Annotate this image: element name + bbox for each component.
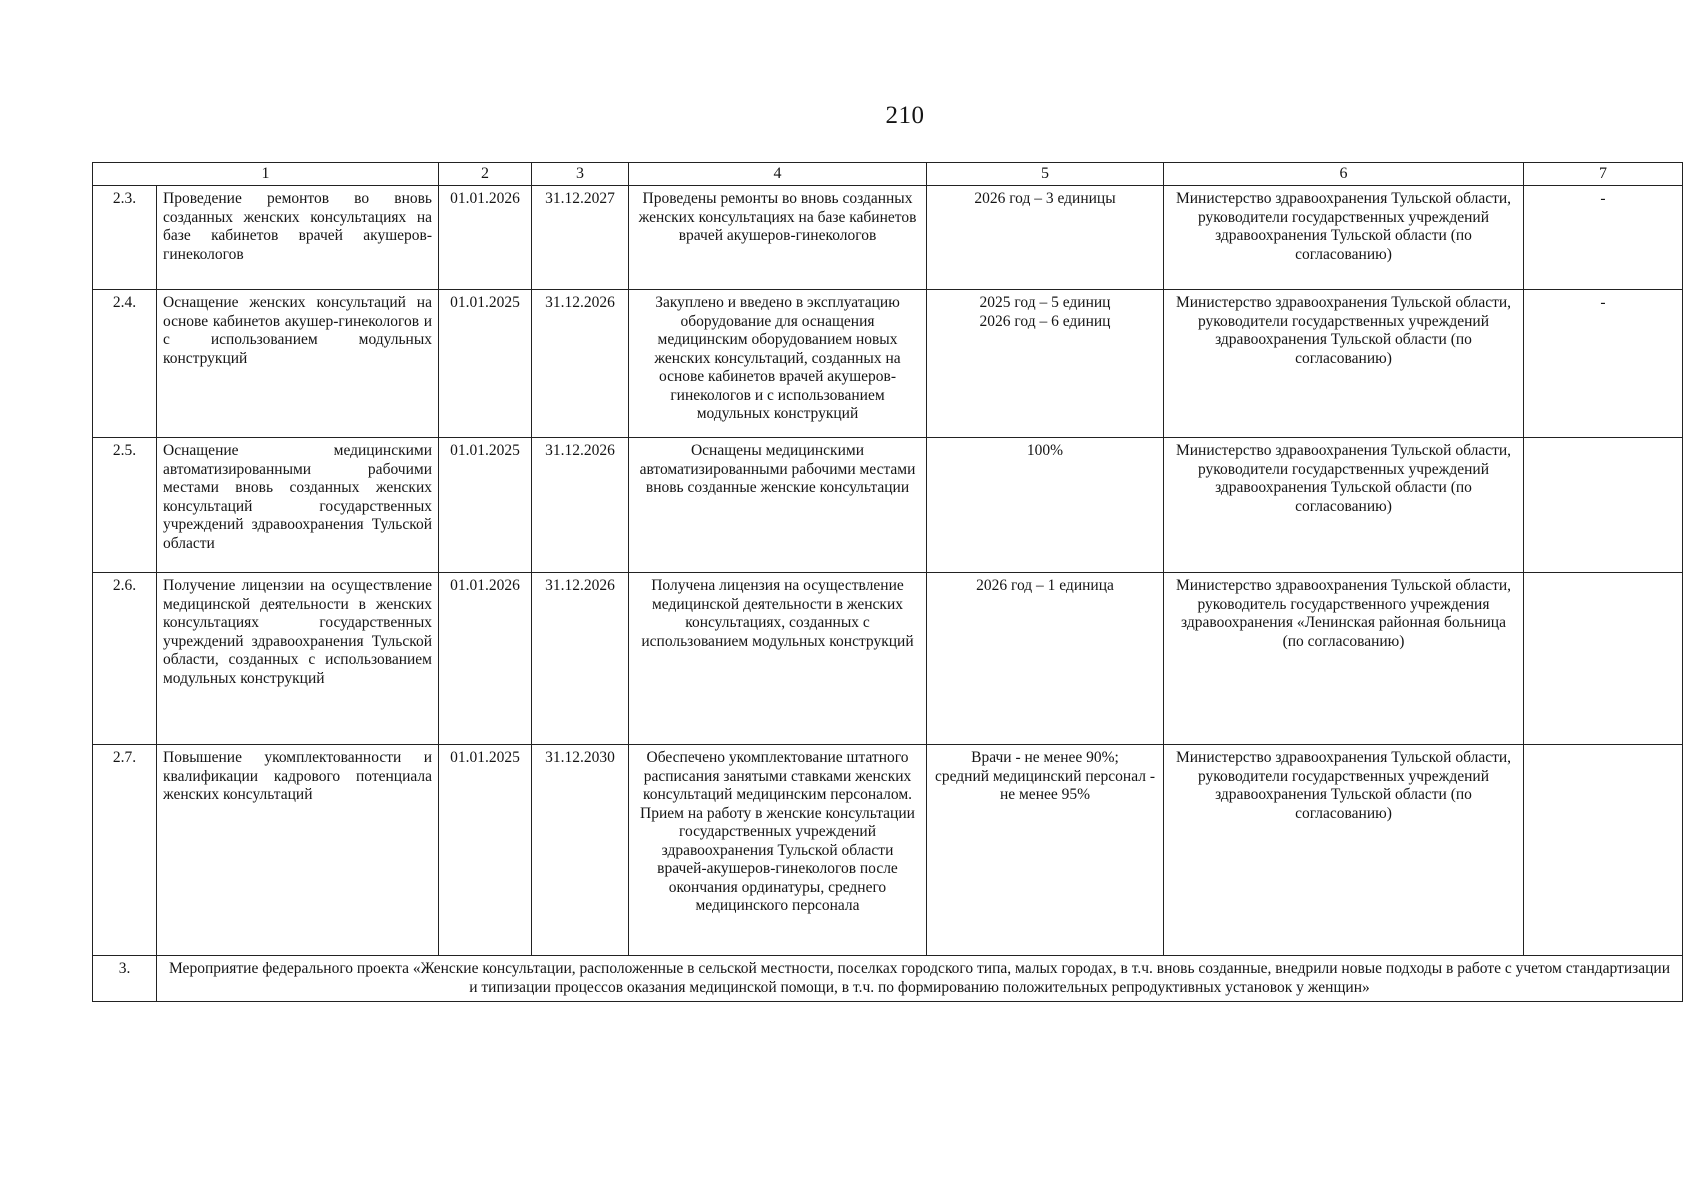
- column-header-6: 6: [1164, 163, 1524, 186]
- indicator-value: 100%: [927, 438, 1164, 573]
- expected-result: Обеспечено укомплектование штатного расписания занятыми ставками женских консультаций медицинским персоналом. Прием на работу в женские консультации государственных учреждений здравоохранения Тульской области врачей-акушеров-гинекологов после окончания ординатуры, среднего медицинского персонала: [629, 745, 927, 956]
- section-row: [93, 956, 1683, 1002]
- column-7-value: [1524, 438, 1683, 573]
- column-header-4: 4: [629, 163, 927, 186]
- activities-table: [92, 162, 1683, 1002]
- section-title: Мероприятие федерального проекта «Женские консультации, расположенные в сельской местности, поселках городского типа, малых городах, в т.ч. вновь созданные, внедрили новые подходы в работе с учетом стандартизации и типизации процессов оказания медицинской помощи, в т.ч. по формированию положительных репродуктивных установок у женщин»: [157, 956, 1683, 1002]
- table-row: [93, 186, 1683, 290]
- responsible-party: Министерство здравоохранения Тульской области, руководитель государственного учреждения здравоохранения «Ленинская районная больница (по согласованию): [1164, 573, 1524, 745]
- end-date: 31.12.2026: [532, 438, 629, 573]
- table-row: [93, 438, 1683, 573]
- column-header-3: 3: [532, 163, 629, 186]
- responsible-party: Министерство здравоохранения Тульской области, руководители государственных учреждений здравоохранения Тульской области (по согласованию): [1164, 438, 1524, 573]
- table-row: [93, 745, 1683, 956]
- page-number: 210: [885, 102, 925, 129]
- column-7-value: [1524, 573, 1683, 745]
- responsible-party: Министерство здравоохранения Тульской области, руководители государственных учреждений здравоохранения Тульской области (по согласованию): [1164, 290, 1524, 438]
- column-7-value: [1524, 745, 1683, 956]
- expected-result: Получена лицензия на осуществление медицинской деятельности в женских консультациях, созданных с использованием модульных конструкций: [629, 573, 927, 745]
- activity-name: Оснащение женских консультаций на основе кабинетов акушер-гинекологов и с использованием модульных конструкций: [157, 290, 439, 438]
- activity-name: Оснащение медицинскими автоматизированными рабочими местами вновь созданных женских консультаций государственных учреждений здравоохранения Тульской области: [157, 438, 439, 573]
- row-number: 2.7.: [93, 745, 157, 956]
- row-number: 2.6.: [93, 573, 157, 745]
- end-date: 31.12.2030: [532, 745, 629, 956]
- column-header-5: 5: [927, 163, 1164, 186]
- responsible-party: Министерство здравоохранения Тульской области, руководители государственных учреждений здравоохранения Тульской области (по согласованию): [1164, 745, 1524, 956]
- row-number: 2.4.: [93, 290, 157, 438]
- end-date: 31.12.2026: [532, 290, 629, 438]
- section-number: 3.: [93, 956, 157, 1002]
- activity-name: Повышение укомплектованности и квалификации кадрового потенциала женских консультаций: [157, 745, 439, 956]
- responsible-party: Министерство здравоохранения Тульской области, руководители государственных учреждений здравоохранения Тульской области (по согласованию): [1164, 186, 1524, 290]
- expected-result: Закуплено и введено в эксплуатацию оборудование для оснащения медицинским оборудованием новых женских консультаций, созданных на основе кабинетов врачей акушеров-гинекологов и с использованием модульных конструкций: [629, 290, 927, 438]
- column-7-value: -: [1524, 290, 1683, 438]
- start-date: 01.01.2025: [439, 438, 532, 573]
- start-date: 01.01.2026: [439, 573, 532, 745]
- start-date: 01.01.2026: [439, 186, 532, 290]
- column-header-2: 2: [439, 163, 532, 186]
- activity-name: Проведение ремонтов во вновь созданных женских консультациях на базе кабинетов врачей акушеров-гинекологов: [157, 186, 439, 290]
- expected-result: Проведены ремонты во вновь созданных женских консультациях на базе кабинетов врачей акушеров-гинекологов: [629, 186, 927, 290]
- indicator-value: 2026 год – 3 единицы: [927, 186, 1164, 290]
- column-header-1: 1: [93, 163, 439, 186]
- indicator-value: Врачи - не менее 90%; средний медицинский персонал - не менее 95%: [927, 745, 1164, 956]
- row-number: 2.3.: [93, 186, 157, 290]
- table-header-row: [93, 163, 1683, 186]
- table-row: [93, 573, 1683, 745]
- row-number: 2.5.: [93, 438, 157, 573]
- start-date: 01.01.2025: [439, 290, 532, 438]
- start-date: 01.01.2025: [439, 745, 532, 956]
- column-7-value: -: [1524, 186, 1683, 290]
- indicator-value: 2025 год – 5 единиц 2026 год – 6 единиц: [927, 290, 1164, 438]
- end-date: 31.12.2027: [532, 186, 629, 290]
- table-row: [93, 290, 1683, 438]
- indicator-value: 2026 год – 1 единица: [927, 573, 1164, 745]
- end-date: 31.12.2026: [532, 573, 629, 745]
- activity-name: Получение лицензии на осуществление медицинской деятельности в женских консультациях государственных учреждений здравоохранения Тульской области, созданных с использованием модульных конструкций: [157, 573, 439, 745]
- expected-result: Оснащены медицинскими автоматизированными рабочими местами вновь созданные женские консультации: [629, 438, 927, 573]
- column-header-7: 7: [1524, 163, 1683, 186]
